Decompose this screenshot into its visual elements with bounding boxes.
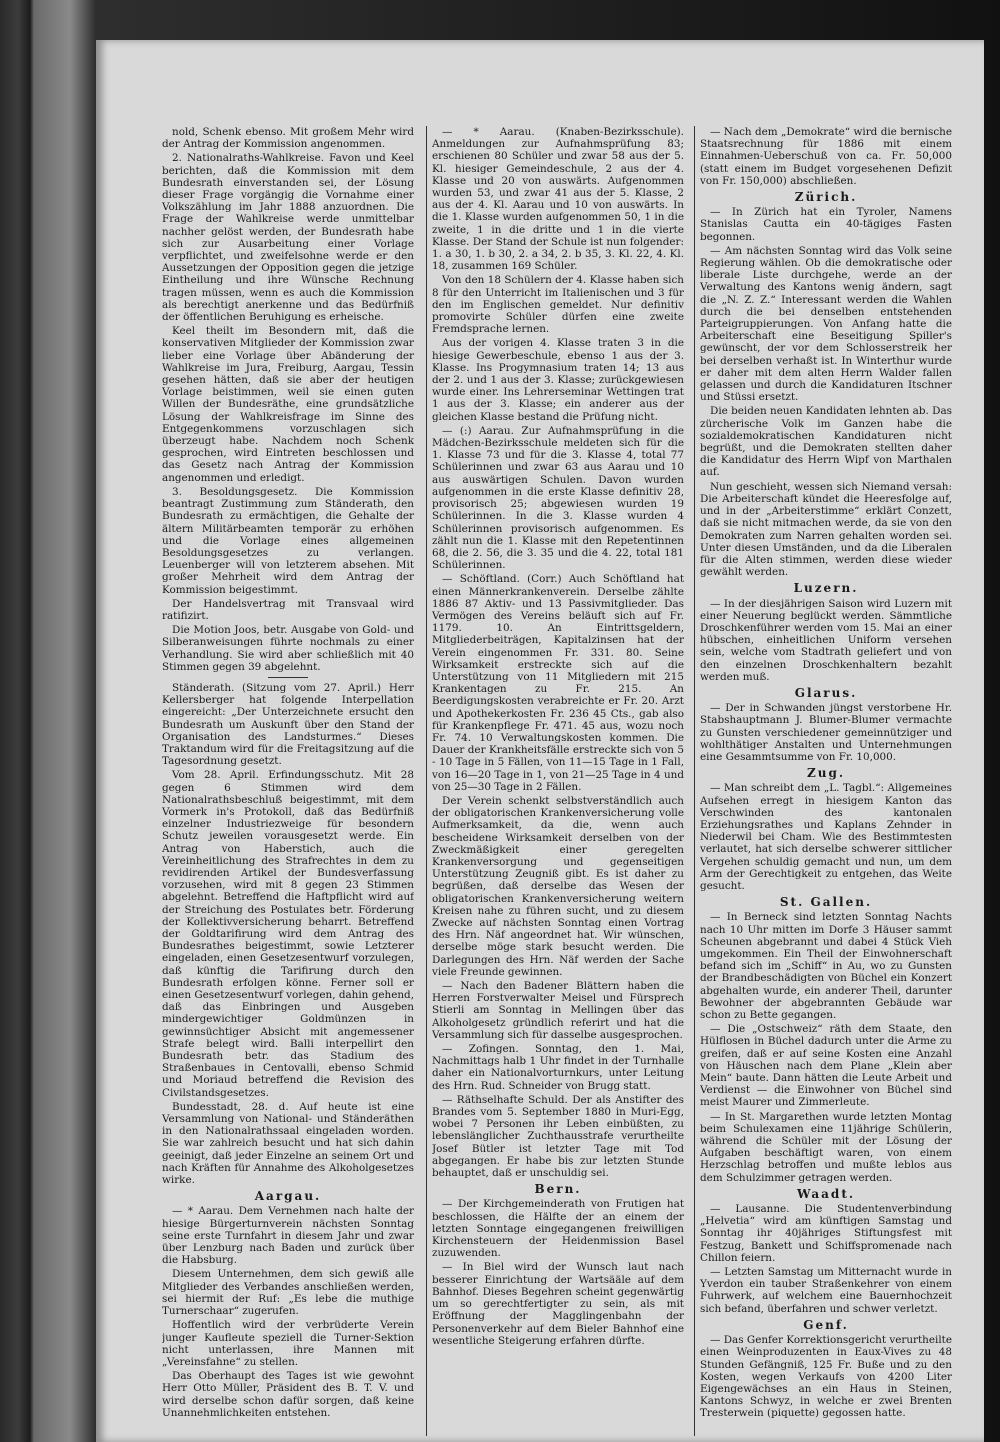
paragraph: — (:) Aarau. Zur Aufnahmsprüfung in die Mädchen-Bezirksschule meldeten sich für die 1. Klasse 73 und für die 3. Klasse 4, total 77 Schülerinnen und zwar 63 aus Aarau und 10 aus auswärtigen Schulen. Davon wurden aufgenommen in die erste Klasse definitiv 28, provisorisch 25; abgewiesen wurden 19 Schülerinnen. In die 3. Klasse wurden 4 Schülerinnen provisorisch aufgenommen. Es zählt nun die 1. Klasse mit den Repetentinnen 68, die 2. 56, die 3. 35 und die 4. 22, total 181 Schülerinnen. bbox=[432, 424, 684, 572]
paragraph: Bundesstadt, 28. d. Auf heute ist eine Versammlung von National- und Ständeräthen in den Nationalrathssaal eingeladen worden. Sie war zahlreich besucht und hat sich dahin geeinigt, daß jeder Einzelne an seinem Ort und nach Kräften für Annahme des Alkoholgesetzes wirke. bbox=[162, 1100, 414, 1187]
paragraph: Vom 28. April. Erfindungsschutz. Mit 28 gegen 6 Stimmen wird dem Nationalrathsbeschluß beigestimmt, mit dem Vormerk in's Protokoll, daß das Bedürfniß einzelner Industriezweige für besondern Schutz jeweilen vorausgesetzt werde. Ein Antrag von Haberstich, auch die Vereinheitlichung des Strafrechtes in dem zu revidirenden Artikel der Bundesverfassung vorzusehen, wird mit 8 gegen 23 Stimmen abgelehnt. Betreffend die Haftpflicht wird auf der Streichung des Postulates betr. Förderung der Kollektivversicherung beharrt. Betreffend der Goldtarifirung wird dem Antrag des Bundesrathes beigestimmt, sowie Letzterer eingeladen, einen Gesetzesentwurf vorzulegen, daß künftig die Tarifirung durch den Bundesrath erfolgen könne. Ferner soll er einen Gesetzesentwurf vorlegen, dahin gehend, daß das Einbringen und Ausgeben mindergewichtiger Goldmünzen in gewinnsüchtiger Absicht mit angemessener Strafe belegt wird. Balli interpellirt den Bundesrath betr. das Stadium des Straßenbaues in Centovalli, ebenso Schmid und Moriaud betreffend die Revision des Civilstandsgesetzes. bbox=[162, 769, 414, 1099]
column-rule bbox=[694, 126, 695, 1436]
paragraph: — * Aarau. Dem Vernehmen nach halte der hiesige Bürgerturnverein nächsten Sonntag seine erste Turnfahrt in diesem Jahr und zwar über Lenzburg nach Baden und zurück über die Habsburg. bbox=[162, 1205, 414, 1267]
column-middle bbox=[432, 126, 684, 1436]
paragraph: Der Verein schenkt selbstverständlich auch der obligatorischen Krankenversicherung volle Aufmerksamkeit, da die, wenn auch bescheidene Wirksamkeit derselben von der Zweckmäßigkeit einer geregelten Krankenversorgung und gegenseitigen Unterstützung Zeugniß gibt. Es ist daher zu begrüßen, daß derselbe das Wesen der obligatorischen Krankenversicherung weitern Kreisen nahe zu führen sucht, und zu diesem Zwecke auf nächsten Sonntag einen Vortrag des Hrn. Näf angeordnet hat. Wir wünschen, derselbe möge stark besucht werden. Die Darlegungen des Hrn. Näf werden der Sache viele Freunde gewinnen. bbox=[432, 794, 684, 978]
paragraph: — Lausanne. Die Studentenverbindung „Helvetia“ wird am künftigen Samstag und Sonntag ihr 40jähriges Stiftungsfest mit Festzug, Bankett und Schiffspromenade nach Chillon feiern. bbox=[700, 1203, 952, 1264]
paragraph: Der Handelsvertrag mit Transvaal wird ratifizirt. bbox=[162, 597, 414, 622]
paragraph: Nun geschieht, wessen sich Niemand versah: Die Arbeiterschaft kündet die Heeresfolge auf, und in der „Arbeiterstimme“ erklärt Conzett, daß sie nicht mitmachen werde, da sie von den Demokraten zum Narren gehalten worden sei. Unter diesen Umständen, und da die Liberalen für die Alten stimmen, werden diese wieder gewählt werden. bbox=[700, 480, 952, 579]
section-heading-waadt: Waadt. bbox=[796, 1186, 856, 1201]
section-heading-genf: Genf. bbox=[803, 1317, 849, 1332]
paragraph: Das Oberhaupt des Tages ist wie gewohnt Herr Otto Müller, Präsident des B. T. V. und wird derselbe schon dafür sorgen, daß keine Unannehmlichkeiten entstehen. bbox=[162, 1370, 414, 1419]
paragraph: 3. Besoldungsgesetz. Die Kommission beantragt Zustimmung zum Ständerath, den Bundesrath zu ermächtigen, die Gehalte der ältern Militärbeamten temporär zu erhöhen und die Vorlage eines allgemeinen Besoldungsgesetzes zu verlangen. Leuenberger will von letzterem absehen. Mit großer Mehrheit wird dem Antrag der Kommission beigestimmt. bbox=[162, 485, 414, 596]
section-heading-bern: Bern. bbox=[534, 1182, 582, 1197]
paragraph: — Man schreibt dem „L. Tagbl.“: Allgemeines Aufsehen erregt in hiesigem Kanton das Verschwinden des kantonalen Erziehungsrathes und Kaplans Zehnder in Niederwil bei Cham. Wie des Bestimmtesten verlautet, hat sich derselbe schwerer sittlicher Vergehen schuldig gemacht und nun, um dem Arm der Gerechtigkeit zu entgehen, das Weite gesucht. bbox=[700, 782, 952, 892]
paragraph: Aus der vorigen 4. Klasse traten 3 in die hiesige Gewerbeschule, ebenso 1 aus der 3. Klasse. Ins Progymnasium traten 14; 13 aus der 2. und 1 aus der 3. Klasse; zurückgewiesen wurde einer. Ins Lehrerseminar Wettingen trat 1 aus der 3. Klasse; ein anderer aus der gleichen Klasse bestand die Prüfung nicht. bbox=[432, 337, 684, 423]
paragraph: Ständerath. (Sitzung vom 27. April.) Herr Kellersberger hat folgende Interpellation eingereicht: „Der Unterzeichnete ersucht den Bundesrath um Auskunft über den Stand der Organisation des Landsturmes.“ Dieses Traktandum wird für die Freitagsitzung auf die Tagesordnung gesetzt. bbox=[162, 681, 414, 768]
paragraph: — In der diesjährigen Saison wird Luzern mit einer Neuerung beglückt werden. Sämmtliche Droschkenführer werden vom 15. Mai an einer hübschen, einheitlichen Uniform versehen sein, welche vom Stadtrath geliefert und von den einzelnen Droschkenhaltern bezahlt werden muß. bbox=[700, 597, 952, 683]
paragraph: — Schöftland. (Corr.) Auch Schöftland hat einen Männerkrankenverein. Derselbe zählte 1886 87 Aktiv- und 13 Passivmitglieder. Das Vermögen des Vereins beläuft sich auf Fr. 1179. 10. An Eintrittsgeldern, Mitgliederbeiträgen, Kapitalzinsen hat der Verein eingenommen Fr. 331. 80. Seine Wirksamkeit erstreckte sich auf die Unterstützung von 11 Mitgliedern mit 215 Krankentagen zu Fr. 215. An Beerdigungskosten verabreichte er Fr. 20. Arzt und Apothekerkosten Fr. 236 45 Cts., gab also für Krankenpflege Fr. 471. 45 aus, wozu noch Fr. 74. 10 Verwaltungskosten kommen. Die Dauer der Krankheitsfälle erstreckte sich von 5 - 10 Tage in 5 Fällen, von 11—15 Tage in 1 Fall, von 16—20 Tage in 1, von 21—25 Tage in 4 und von 25—30 Tage in 2 Fällen. bbox=[432, 573, 684, 793]
paragraph: — Am nächsten Sonntag wird das Volk seine Regierung wählen. Ob die demokratische oder liberale Liste durchgehe, werde an der Verwaltung des Kantons wenig ändern, sagt die „N. Z. Z.“ Interessant werden die Wahlen durch die bei denselben entstehenden Parteigruppierungen. Von Anfang hatte die Arbeiterschaft eine Beseitigung Spiller's gewünscht, der vor dem Schlosserstreik her bei derselben verhaßt ist. In Winterthur wurde er daher mit dem alten Herrn Walder fallen gelassen und durch die Kandidaturen Itschner und Stüssi ersetzt. bbox=[700, 244, 952, 404]
newspaper-page bbox=[96, 40, 984, 1442]
paragraph: Hoffentlich wird der verbrüderte Verein junger Kaufleute speziell die Turner-Sektion nicht unterlassen, ihre Mannen mit „Vereinsfahne“ zu stellen. bbox=[162, 1319, 414, 1368]
paragraph: — Nach dem „Demokrate“ wird die bernische Staatsrechnung für 1886 mit einem Einnahmen-Ueberschuß von ca. Fr. 50,000 (statt einem im Budget vorgesehenen Defizit von Fr. 150,000) abschließen. bbox=[700, 126, 952, 187]
paragraph: — Der Kirchgemeinderath von Frutigen hat beschlossen, die Hälfte der an einem der letzten Sonntage eingegangenen freiwilligen Kirchensteuern der Heidenmission Basel zuzuwenden. bbox=[432, 1198, 684, 1260]
paragraph: nold, Schenk ebenso. Mit großem Mehr wird der Antrag der Kommission angenommen. bbox=[162, 126, 414, 151]
section-heading-st-gallen: St. Gallen. bbox=[779, 895, 873, 910]
paragraph: Keel theilt im Besondern mit, daß die konservativen Mitglieder der Kommission zwar lieber eine Vorlage über Abänderung der Wahlkreise im Jura, Freiburg, Aargau, Tessin gesehen hätten, daß sie aber der heutigen Vorlage beistimmen, weil sie einen guten Willen der Bundesräthe, eine grundsätzliche Lösung der Wahlkreisfrage im Sinne des Entgegenkommens vorzuschlagen sich überzeugt habe. Nachdem noch Schenk gesprochen, wird Eintreten beschlossen und das Gesetz nach Antrag der Kommission angenommen und erledigt. bbox=[162, 325, 414, 484]
paragraph: Die beiden neuen Kandidaten lehnten ab. Das zürcherische Volk im Ganzen habe die sozialdemokratischen Kandidaturen nicht begrüßt, und die Demokraten stellten daher die Kandidatur des Herrn Wipf von Marthalen auf. bbox=[700, 405, 952, 479]
section-heading-zuerich: Zürich. bbox=[794, 190, 858, 205]
section-heading-zug: Zug. bbox=[806, 766, 846, 781]
paragraph: — Räthselhafte Schuld. Der als Anstifter des Brandes vom 5. September 1880 in Muri-Egg, wobei 7 Personen ihr Leben einbüßten, zu lebenslänglicher Zuchthausstrafe verurtheilte Josef Bütler ist letzter Tage mit Tod abgegangen. Er habe bis zur letzten Stunde behauptet, daß er unschuldig sei. bbox=[432, 1093, 684, 1180]
paragraph: — Der in Schwanden jüngst verstorbene Hr. Stabshauptmann J. Blumer-Blumer vermachte zu Gunsten verschiedener gemeinnütziger und wohlthätiger Anstalten und Unternehmungen eine Gesammtsumme von Fr. 10,000. bbox=[700, 702, 952, 763]
paragraph: — Letzten Samstag um Mitternacht wurde in Yverdon ein tauber Straßenkehrer von einem Fuhrwerk, auf welchem eine Bauernhochzeit sich befand, überfahren und schwer verletzt. bbox=[700, 1266, 952, 1315]
column-rule bbox=[426, 126, 427, 1436]
paragraph: — In St. Margarethen wurde letzten Montag beim Schulexamen eine 11jährige Schülerin, während die Schüler mit der Lösung der Aufgaben beschäftigt waren, von einem Herzschlag betroffen und mußte leblos aus dem Schulzimmer getragen werden. bbox=[700, 1110, 952, 1184]
paragraph: — Die „Ostschweiz“ räth dem Staate, den Hülflosen in Büchel dadurch unter die Arme zu greifen, daß er auf seine Kosten eine Anzahl von Häuschen nach dem Plane „Klein aber Mein“ baute. Dann hätten die Leute Arbeit und Verdienst — die Einwohner von Büchel sind meist Maurer und Zimmerleute. bbox=[700, 1023, 952, 1109]
section-heading-glarus: Glarus. bbox=[794, 685, 858, 700]
paragraph: — In Zürich hat ein Tyroler, Namens Stanislas Cautta ein 40-tägiges Fasten begonnen. bbox=[700, 206, 952, 243]
paragraph: — Zofingen. Sonntag, den 1. Mai, Nachmittags halb 1 Uhr findet in der Turnhalle daher ein Nationalvorturnkurs, unter Leitung des Hrn. Rud. Schneider von Brugg statt. bbox=[432, 1043, 684, 1092]
paragraph: Von den 18 Schülern der 4. Klasse haben sich 8 für den Unterricht im Italienischen und 3 für den im Englischen gemeldet. Nur definitiv promovirte Schüler dürfen eine zweite Fremdsprache lernen. bbox=[432, 274, 684, 336]
paragraph: — In Biel wird der Wunsch laut nach besserer Einrichtung der Wartsääle auf dem Bahnhof. Dieses Begehren scheint gegenwärtig um so gerechtfertigter zu sein, als mit Eröffnung der Magglingenbahn der Personenverkehr auf dem Bieler Bahnhof eine wesentliche Steigerung erfahren dürfte. bbox=[432, 1261, 684, 1347]
column-left bbox=[162, 126, 414, 1436]
paragraph: — Nach den Badener Blättern haben die Herren Forstverwalter Meisel und Fürsprech Stierli am Sonntag in Mellingen über das Alkoholgesetz gründlich referirt und hat die Versammlung sich für dasselbe ausgesprochen. bbox=[432, 980, 684, 1041]
paragraph: 2. Nationalraths-Wahlkreise. Favon und Keel berichten, daß die Kommission mit dem Bundesrath einverstanden sei, der Lösung dieser Frage vorgängig die Vornahme einer Volkszählung im Jahr 1888 anzuordnen. Die Frage der Wahlkreise werde unmittelbar nachher gelöst werden, der Bundesrath habe sich zur Ausarbeitung einer Vorlage verpflichtet, und zweifelsohne werde er den Aussetzungen der Opposition gegen die jetzige Eintheilung und ihre Wünsche Rechnung tragen müssen, wenn es auch die Kommission als berechtigt anerkenne und das Bedürfniß der öffentlichen Beruhigung es erheische. bbox=[162, 152, 414, 324]
paragraph: — * Aarau. (Knaben-Bezirksschule). Anmeldungen zur Aufnahmsprüfung 83; erschienen 80 Schüler und zwar 58 aus der 5. Kl. hiesiger Gemeindeschule, 2 aus der 4. Klasse und 20 von auswärts. Aufgenommen wurden 53, und zwar 41 aus der 5. Klasse, 2 aus der 4. Kl. Aarau und 10 von auswärts. In die 1. Klasse wurden aufgenommen 50, 1 in die zweite, 1 in die dritte und 1 in die vierte Klasse. Der Stand der Schule ist nun folgender: 1. a 30, 1. b 30, 2. a 34, 2. b 35, 3. Kl. 22, 4. Kl. 18, zusammen 169 Schüler. bbox=[432, 126, 684, 273]
paragraph: — In Berneck sind letzten Sonntag Nachts nach 10 Uhr mitten im Dorfe 3 Häuser sammt Scheunen abgebrannt und dabei 4 Stück Vieh umgekommen. Ein Theil der Einwohnerschaft befand sich im „Schiff“ in Au, wo zu Gunsten der Brandbeschädigten von Büchel ein Konzert abgehalten wurde, ein anderer Theil, darunter Bewohner der abgebrannten Gebäude war schon zu Bette gegangen. bbox=[700, 911, 952, 1022]
divider bbox=[268, 677, 308, 678]
section-heading-aargau: Aargau. bbox=[254, 1189, 322, 1204]
paragraph: Diesem Unternehmen, dem sich gewiß alle Mitglieder des Verbandes anschließen werden, sei hiermit der Ruf: „Es lebe die muthige Turnerschaar“ zugerufen. bbox=[162, 1268, 414, 1318]
section-heading-luzern: Luzern. bbox=[793, 581, 859, 596]
paragraph: — Das Genfer Korrektionsgericht verurtheilte einen Weinproduzenten in Eaux-Vives zu 48 Stunden Gefängniß, 125 Fr. Buße und zu den Kosten, wegen Verkaufs von 4200 Liter Eigengewächses an ein Haus in Steinen, Kantons Schwyz, in welche er zwei Brenten Tresterwein (piquette) gegossen hatte. bbox=[700, 1334, 952, 1420]
column-right bbox=[700, 126, 952, 1436]
paragraph: Die Motion Joos, betr. Ausgabe von Gold- und Silberanweisungen führte nochmals zu einer Verhandlung. Sie wird aber schließlich mit 40 Stimmen gegen 39 abgelehnt. bbox=[162, 624, 414, 673]
